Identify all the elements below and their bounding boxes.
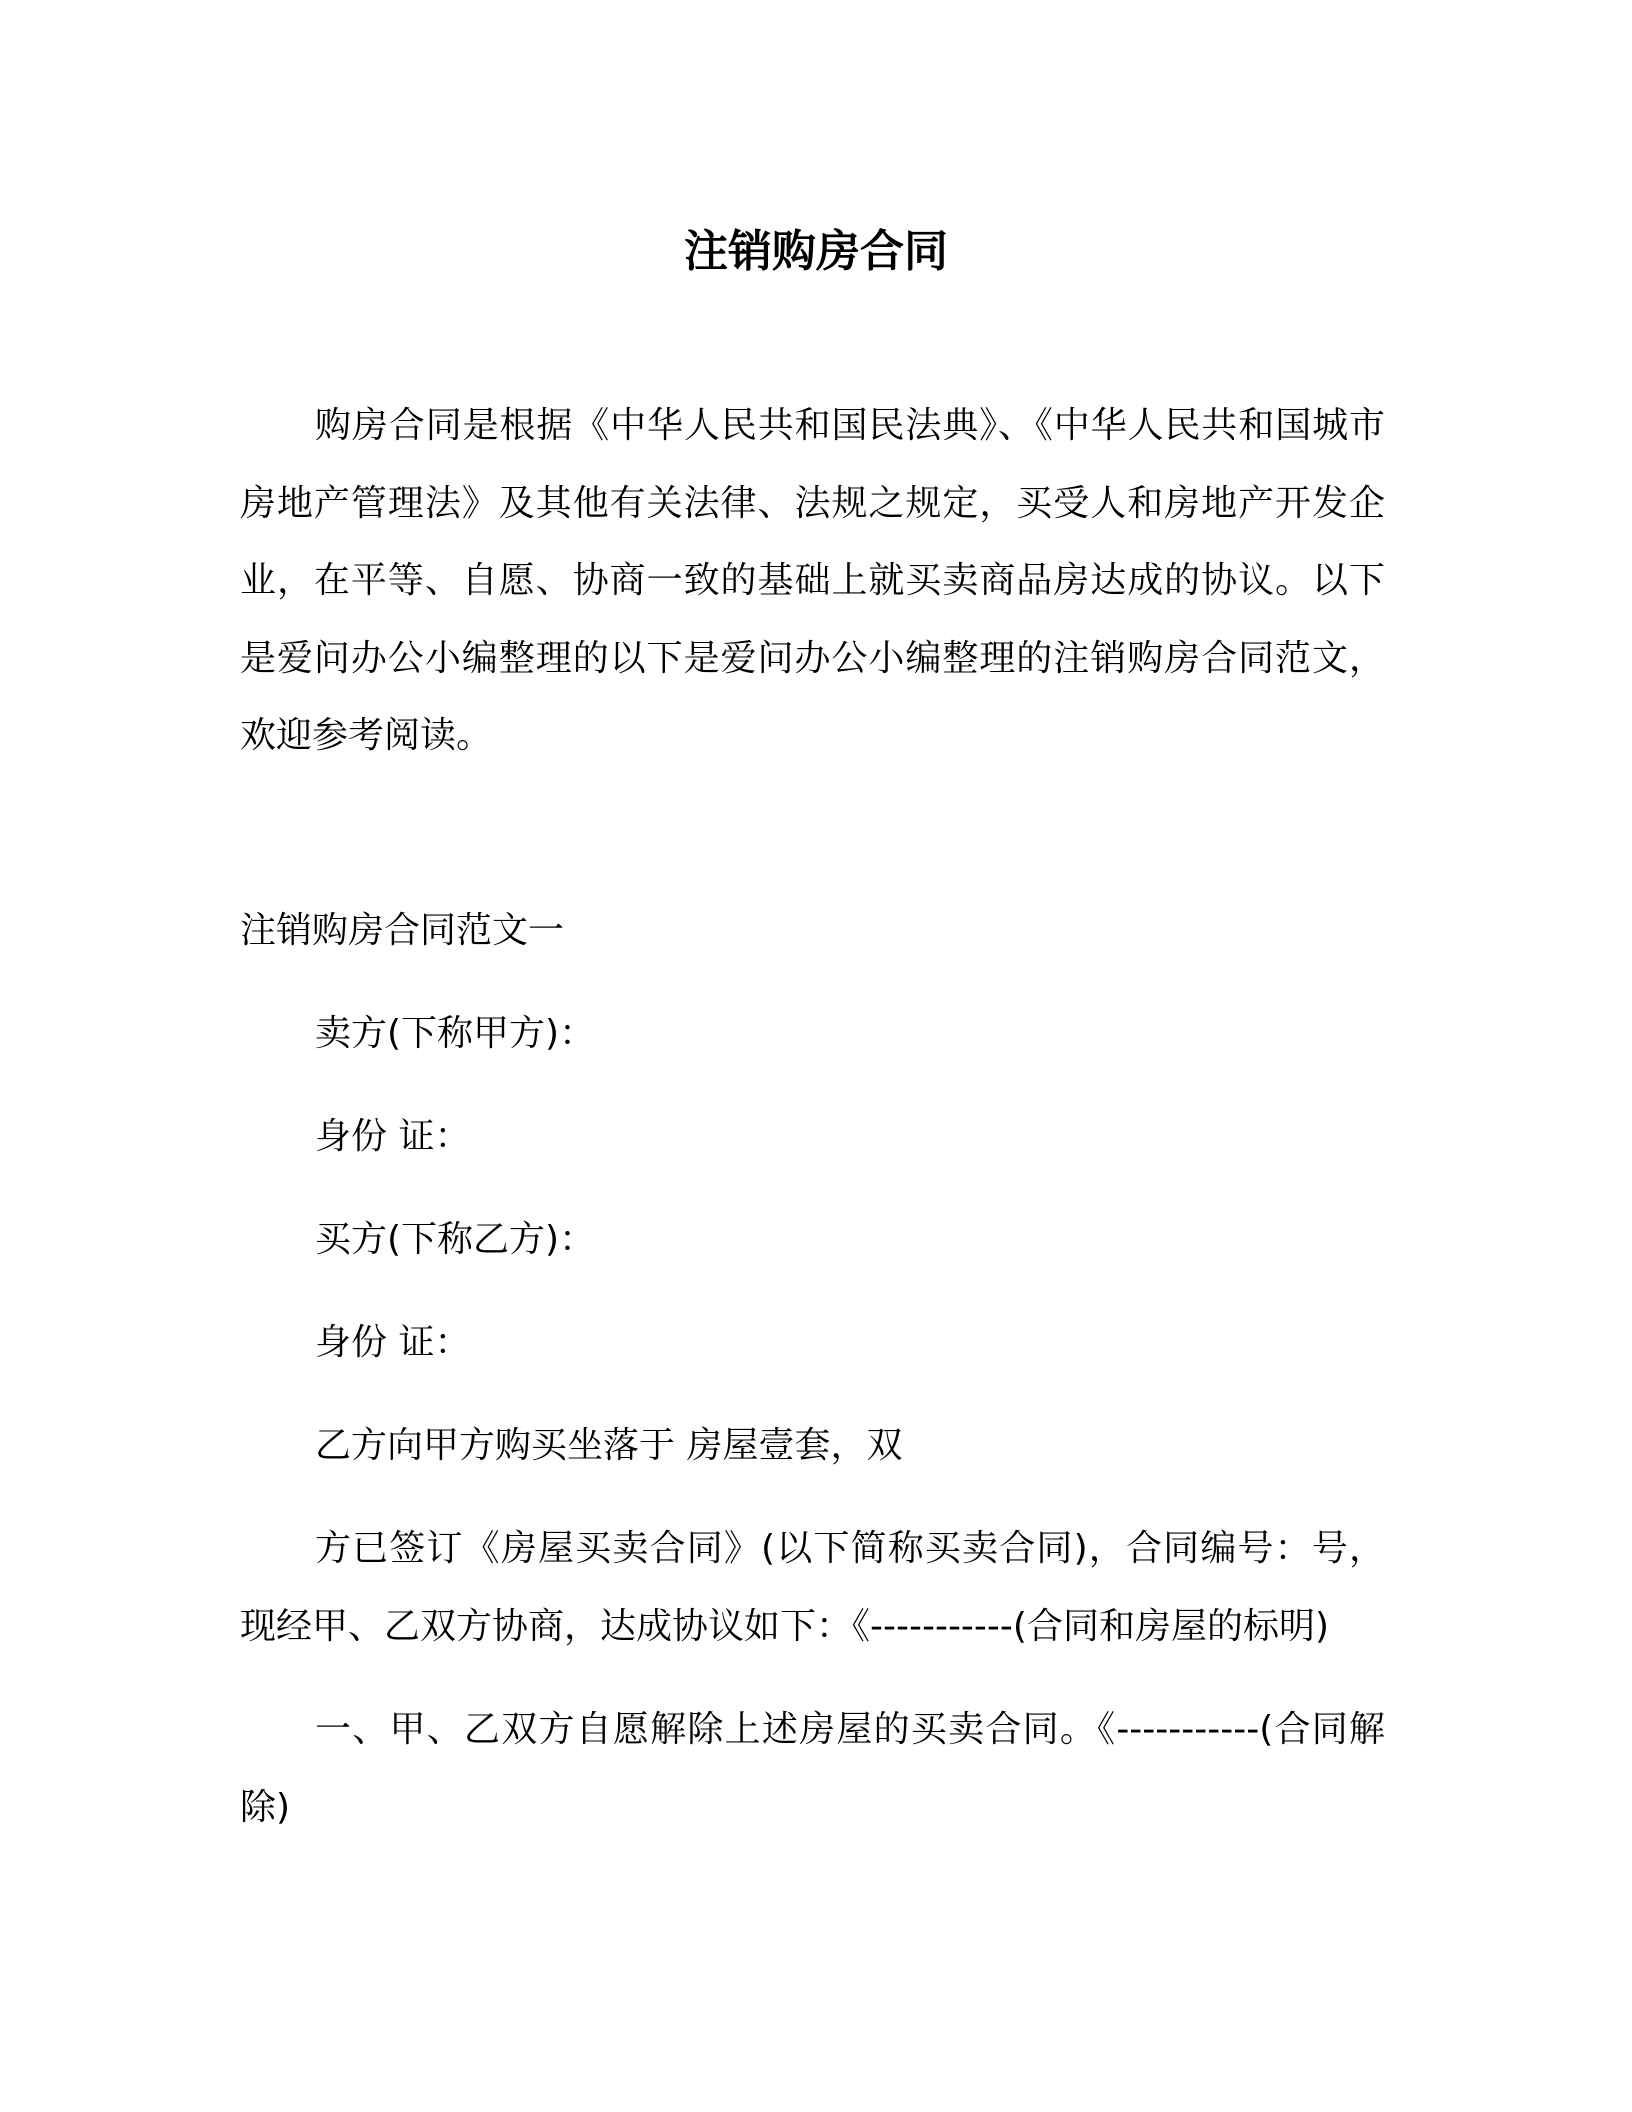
buyer-label: 买方(下称乙方)： bbox=[315, 1219, 596, 1260]
seller-label: 卖方(下称甲方)： bbox=[315, 1013, 596, 1054]
purchase-line: 乙方向甲方购买坐落于 房屋壹套，双 bbox=[315, 1425, 903, 1466]
intro-paragraph: 购房合同是根据《中华人民共和国民法典》、《中华人民共和国城市房地产管理法》及其他有关法律、法规之规定，买受人和房地产开发企业，在平等、自愿、协商一致的基础上就买卖商品房达成的协议。以下是爱问办公小编整理的以下是爱问办公小编整理的注销购房合同范文，欢迎参考阅读。 bbox=[240, 405, 1385, 756]
section-heading: 注销购房合同范文一 bbox=[240, 910, 565, 951]
buyer-id-label: 身份 证： bbox=[315, 1322, 471, 1363]
document-title: 注销购房合同 bbox=[684, 226, 948, 277]
clause-one-paragraph: 一、甲、乙双方自愿解除上述房屋的买卖合同。《-----------(合同解除) bbox=[240, 1709, 1385, 1828]
seller-id-label: 身份 证： bbox=[315, 1116, 471, 1157]
agreement-paragraph: 方已签订《房屋买卖合同》(以下简称买卖合同)，合同编号：号，现经甲、乙双方协商，达成协议如下：《-----------(合同和房屋的标明) bbox=[240, 1528, 1385, 1647]
